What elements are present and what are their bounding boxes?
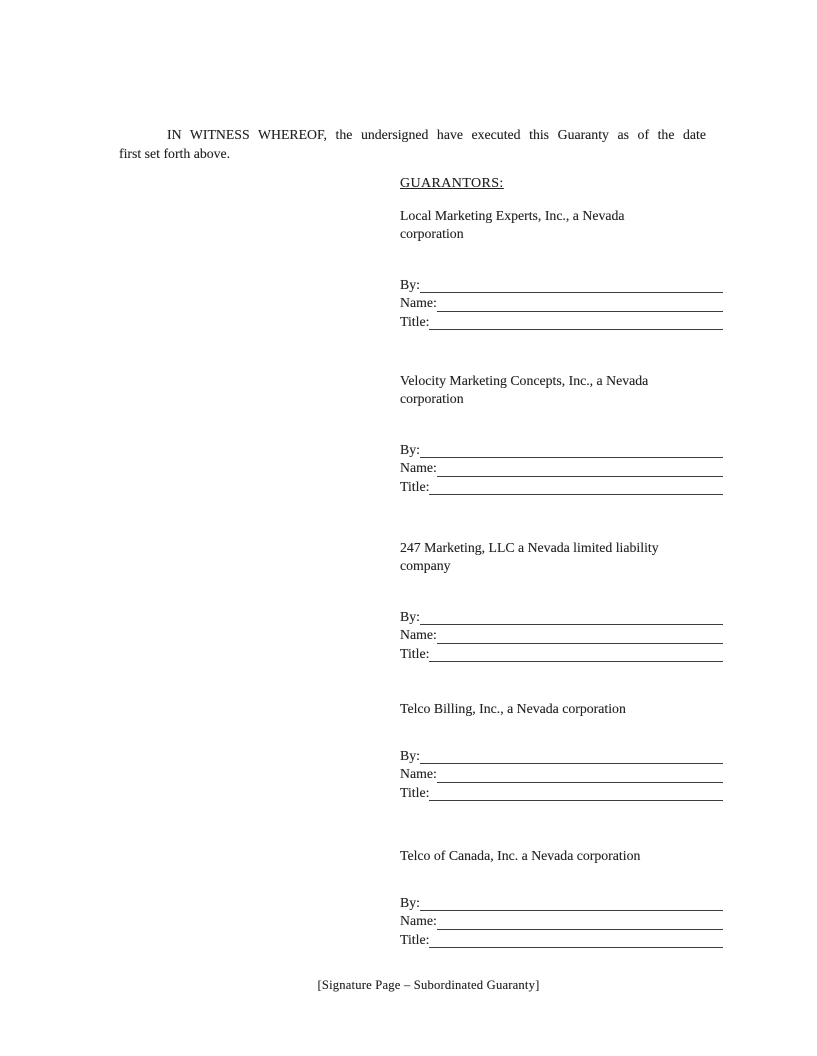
by-signature-line [420, 276, 723, 293]
title-field [400, 931, 723, 949]
by-signature-line [420, 608, 723, 625]
signature-fields [400, 608, 723, 663]
guarantor-name: 247 Marketing, LLC a Nevada limited liability [400, 540, 659, 555]
by-label: By: [400, 748, 420, 763]
by-label: By: [400, 277, 420, 292]
name-field [400, 765, 723, 783]
title-signature-line [429, 313, 723, 330]
guarantors-heading: GUARANTORS: [400, 176, 504, 191]
title-signature-line [429, 645, 723, 662]
name-label: Name: [400, 295, 437, 311]
name-label: Name: [400, 913, 437, 929]
by-label: By: [400, 442, 420, 457]
title-field [400, 313, 723, 331]
signature-fields [400, 894, 723, 949]
name-field [400, 294, 723, 312]
guarantor-block-telco-billing [400, 700, 723, 802]
guarantor-name: Velocity Marketing Concepts, Inc., a Nevada [400, 373, 649, 388]
name-signature-line [437, 459, 723, 476]
name-label: Name: [400, 460, 437, 476]
title-label: Title: [400, 784, 430, 800]
name-signature-line [437, 626, 723, 643]
by-field [400, 747, 723, 765]
guarantor-name: Telco of Canada, Inc. a Nevada corporation [400, 848, 641, 863]
title-label: Title: [400, 478, 430, 494]
guarantor-block-247-marketing [400, 539, 723, 663]
title-signature-line [429, 478, 723, 495]
guarantor-name: Local Marketing Experts, Inc., a Nevada [400, 208, 625, 223]
guarantor-block-local-marketing-experts [400, 207, 723, 331]
opening-paragraph-line1: IN WITNESS WHEREOF, the undersigned have executed this Guaranty as of the date [167, 127, 706, 142]
name-field [400, 626, 723, 644]
title-label: Title: [400, 645, 430, 661]
title-field [400, 784, 723, 802]
by-signature-line [420, 747, 723, 764]
title-signature-line [429, 931, 723, 948]
title-label: Title: [400, 931, 430, 947]
guarantor-name: corporation [400, 226, 464, 241]
name-field [400, 459, 723, 477]
signature-fields [400, 747, 723, 802]
signature-fields [400, 441, 723, 496]
title-label: Title: [400, 313, 430, 329]
title-field [400, 478, 723, 496]
name-signature-line [437, 765, 723, 782]
guarantor-name: Telco Billing, Inc., a Nevada corporation [400, 701, 626, 716]
guarantor-name: corporation [400, 391, 464, 406]
by-field [400, 441, 723, 459]
by-signature-line [420, 894, 723, 911]
guarantor-name: company [400, 558, 451, 573]
name-field [400, 912, 723, 930]
title-field [400, 645, 723, 663]
by-label: By: [400, 895, 420, 910]
name-signature-line [437, 912, 723, 929]
guarantor-block-telco-of-canada [400, 847, 723, 949]
by-signature-line [420, 441, 723, 458]
by-label: By: [400, 609, 420, 624]
name-label: Name: [400, 766, 437, 782]
opening-paragraph-line2: first set forth above. [119, 145, 231, 161]
by-field [400, 608, 723, 626]
name-signature-line [437, 294, 723, 311]
opening-paragraph [119, 126, 706, 163]
signature-page-footer-note: [Signature Page – Subordinated Guaranty] [317, 978, 540, 992]
title-signature-line [429, 784, 723, 801]
by-field [400, 276, 723, 294]
signature-fields [400, 276, 723, 331]
by-field [400, 894, 723, 912]
guarantor-block-velocity-marketing-concepts [400, 372, 723, 496]
name-label: Name: [400, 627, 437, 643]
